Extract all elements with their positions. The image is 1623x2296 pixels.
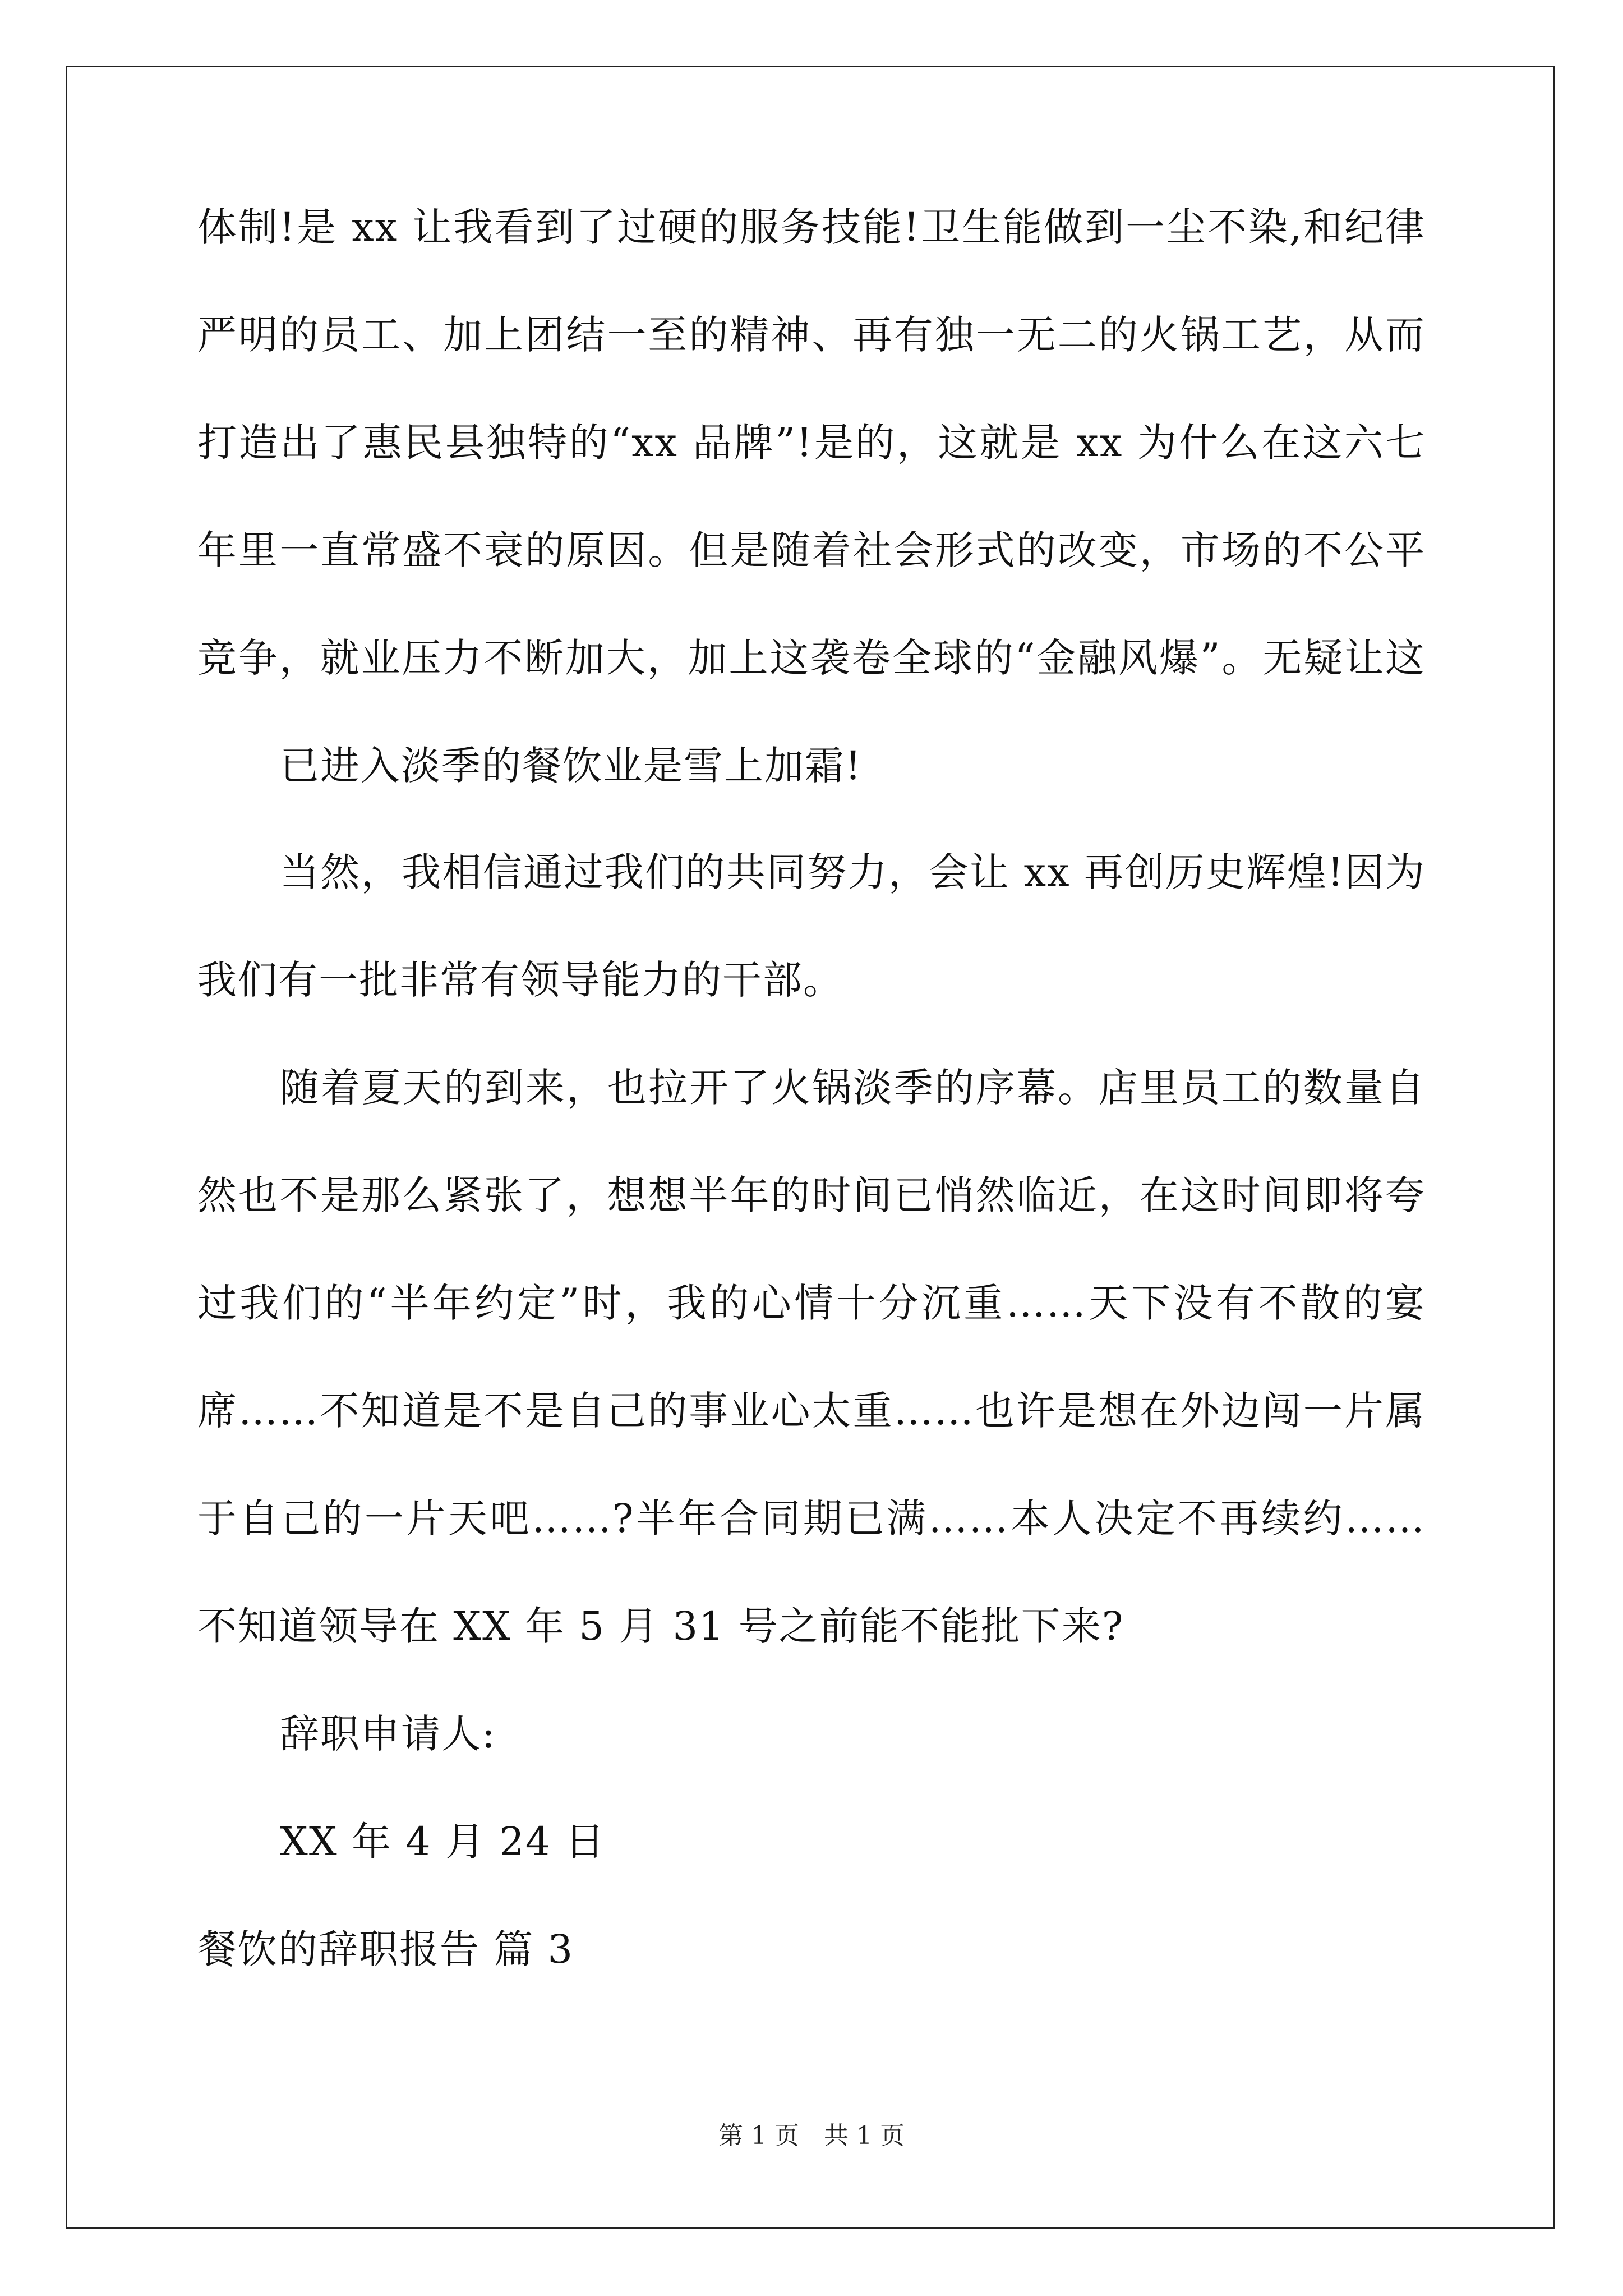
text-line: 过我们的“半年约定”时，我的心情十分沉重……天下没有不散的宴	[197, 1280, 1426, 1326]
text-line: 然也不是那么紧张了，想想半年的时间已悄然临近，在这时间即将夸	[197, 1172, 1426, 1218]
date-line: XX 年 4 月 24 日	[280, 1819, 606, 1865]
text-line: 席……不知道是不是自己的事业心太重……也许是想在外边闯一片属	[197, 1388, 1426, 1434]
text-line: 于自己的一片天吧……?半年合同期已满……本人决定不再续约……	[197, 1496, 1426, 1542]
signature-label: 辞职申请人:	[280, 1711, 496, 1757]
text-line: 我们有一批非常有领导能力的干部。	[197, 957, 843, 1003]
text-line: 体制!是 xx 让我看到了过硬的服务技能!卫生能做到一尘不染,和纪律	[197, 204, 1426, 250]
text-line: 竞争，就业压力不断加大，加上这袭卷全球的“金融风爆”。无疑让这	[197, 635, 1426, 681]
text-line: 年里一直常盛不衰的原因。但是随着社会形式的改变，市场的不公平	[197, 527, 1426, 573]
text-line: 打造出了惠民县独特的“xx 品牌”!是的，这就是 xx 为什么在这六七	[197, 420, 1426, 466]
page-footer: 第 1 页 共 1 页	[718, 2122, 905, 2150]
text-line: 随着夏天的到来，也拉开了火锅淡季的序幕。店里员工的数量自	[280, 1065, 1426, 1111]
text-line: 严明的员工、加上团结一至的精神、再有独一无二的火锅工艺，从而	[197, 312, 1426, 358]
section-heading: 餐饮的辞职报告 篇 3	[197, 1926, 574, 1972]
text-line: 当然，我相信通过我们的共同努力，会让 xx 再创历史辉煌!因为	[280, 849, 1426, 895]
page-border	[66, 66, 1555, 2229]
text-line: 已进入淡季的餐饮业是雪上加霜!	[280, 743, 863, 789]
text-line: 不知道领导在 XX 年 5 月 31 号之前能不能批下来?	[197, 1603, 1124, 1649]
